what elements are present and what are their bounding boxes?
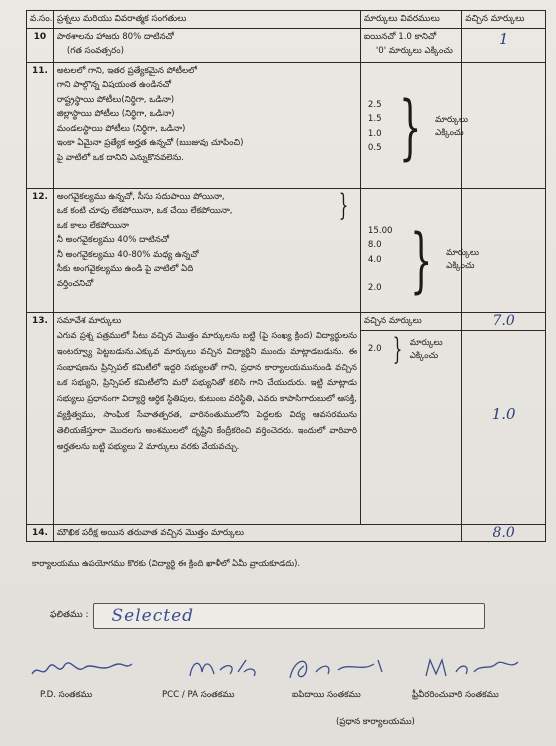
marks-line: '0' మార్కులు ఎక్కించు (375, 46, 453, 56)
row-line: నీ అంగవైకల్యము 40-80% మధ్య ఉన్నచో (56, 249, 199, 260)
signature-label-third: ఐపిదాయి సంతకము (292, 690, 361, 700)
row-marks (360, 312, 461, 524)
row-line: నీ అంగవైకల్యము 40% దాటినచో (56, 235, 169, 245)
signature-pd (28, 652, 138, 682)
result-value: Selected (111, 606, 195, 626)
row-line: (గత సంవత్సరం) (66, 46, 124, 56)
signature-third (282, 652, 392, 682)
row-number: 10 (27, 28, 54, 62)
row-line: పై వాటిలో ఒక దానిని ఎన్నుకొనవలెను. (56, 152, 185, 163)
marks-line: 4.0 (367, 254, 382, 265)
row-line: వర్తించనిచో (56, 278, 94, 289)
row-line: ఒక కంటి చూపు లేకపోయినా, ఒక చేయి లేకపోయినా, (56, 206, 233, 216)
signature-fourth (420, 652, 530, 682)
header-no: వ.సం. (27, 11, 54, 29)
row-questions (53, 188, 360, 312)
row-line: అటలలో గాని, ఇతర ప్రత్యేకమైన పోటీలలో (56, 65, 197, 76)
header-awarded: వచ్చిన మార్కులు (462, 11, 546, 29)
row-line: ఒక కాలు లేకపోయినా (56, 220, 129, 231)
marks-subheader: వచ్చిన మార్కులు (361, 313, 461, 331)
marks-line: 2.0 (367, 283, 382, 293)
row-line: ఇంకా ఏమైనా ప్రత్యేక అర్హత ఉన్నచో (ఋజువు చూపించి) (56, 138, 244, 148)
signature-label-pcc: PCC / PA సంతకము (162, 690, 235, 700)
header-marks: మార్కులు వివరములు (360, 11, 461, 29)
signature-label-pd: P.D. సంతకము (40, 690, 93, 700)
brace-icon: } (409, 218, 432, 301)
table-row-12 (27, 188, 546, 312)
marks-note: మార్కులు ఎక్కించు (446, 247, 479, 271)
brace-icon: } (392, 331, 402, 367)
row-questions (53, 62, 360, 188)
marks-line: 1.0 (367, 128, 382, 139)
table-row-11 (27, 62, 546, 188)
table-row-10 (27, 28, 546, 62)
row-questions (53, 312, 360, 524)
marks-group (364, 218, 479, 301)
marks-group (361, 331, 461, 367)
signature-label-fourth: ఫ్రీవీరరించువారి సంతకము (412, 690, 499, 700)
office-use-note: కార్యాలయము ఉపయోగము కొరకు (విద్యార్థి ఈ క్రింది ఖాళీలో ఏమీ వ్రాయకూడదు). (32, 558, 301, 568)
awarded-value: 1 (498, 29, 509, 48)
row-marks (360, 62, 469, 188)
row-number: 14. (27, 524, 54, 542)
row-marks (360, 28, 461, 62)
row-line: మండలస్థాయి పోటీలు (నిర్ధిగా, ఒడినా) (56, 123, 186, 134)
row-awarded (462, 524, 546, 542)
row-paragraph: ఎగువ ప్రశ్న పత్రములో సీటు వచ్చిన మొత్తం మార్కులను బట్టి (పై సంఖ్య క్రింద) విద్యార్థులను ఇంటర్వ్యూ పెట్టబడును.ఎక్కువ మార్కులు వచ్చిన విద్యార్థిని ముందు మాట్లాడబడును. ఈ సంభాషణను ప్రిన్సిపల్ కమిటీలో ఇద్దరి సభ్యులతో గాని, ప్రధాన కార్యాలయమునుండి వచ్చిన ఒక సభ్యుని, ప్రిన్సిపల్ కమిటీలోని మరో పభ్యునితో కలిసి గాని చేయుదురు. ఇట్టి మాట్లాడు సభ్యులు ప్రధానంగా విద్యార్ధి ఆర్ధిక స్థితిపుల, కుటుంబ వరిస్థితి, ఎవరు కాపాసిగారుబులో ఆసక్తి, వ్యక్తిత్వము, సాంఘిక సేవాతత్పరత, వారినంతుములోని పెద్దలకు విద్య ఆవసరమును తెలియజేస్తూరా మొదలగు అంశములలో దృష్టిని కేంద్రీకరించి వర్తించెదరు. ఇందులో వారివారి అర్హతలను బట్టి పభ్యులు 2 మార్కులు వరకు వేయవచ్చు. (56, 330, 357, 451)
row-marks (360, 188, 479, 312)
awarded-value: 1.0 (491, 404, 516, 423)
row-awarded (462, 312, 546, 524)
table-row-14 (27, 524, 546, 542)
row-title: సమావేశ మార్కులు (56, 315, 122, 326)
brace-icon: } (398, 85, 422, 168)
row-number: 13. (27, 312, 54, 524)
marks-group (364, 85, 469, 168)
marks-note: మార్కులు ఎక్కించు (435, 114, 469, 138)
marks-line: 8.0 (367, 240, 382, 250)
row-line: జిల్లాస్థాయి పోటీలు (నిర్ధిగా, ఒడినా) (56, 109, 175, 119)
row-number: 11. (27, 62, 54, 188)
result-label: ఫలితము : (50, 610, 89, 620)
marks-line: 15.00 (367, 225, 393, 236)
awarded-value: 8.0 (492, 524, 515, 541)
office-subnote: (ప్రధాన కార్యాలయము) (336, 717, 415, 727)
result-section (50, 603, 485, 629)
marks-line: 2.0 (367, 344, 382, 355)
marks-line: 1.5 (367, 114, 382, 124)
row-line: పాఠశాలను హాజరు 80% దాటినచో (56, 31, 174, 42)
brace-icon: } (338, 187, 349, 223)
awarded-total: 7.0 (492, 312, 515, 329)
header-questions: ప్రశ్నలు మరియు వివరాత్మక సంగతులు (53, 11, 360, 29)
marks-note: మార్కులు ఎక్కించు (409, 337, 443, 361)
row-line: అంగవైకల్యము ఉన్నచో, సీసు సదుపాయి పోయినా, (56, 191, 225, 202)
row-questions (53, 28, 360, 62)
row-questions: మౌఖిక పరీక్ష అయిన తరువాత వచ్చిన మొత్తం మార్కులు (53, 524, 461, 542)
row-awarded (462, 28, 546, 62)
table-header-row (27, 11, 546, 29)
marks-line: 2.5 (367, 99, 382, 110)
row-line: గాని పాల్గొన్న విషయంత ఉండినచో (56, 80, 172, 90)
row-awarded (462, 62, 546, 188)
row-number: 12. (27, 188, 54, 312)
result-field[interactable] (93, 603, 485, 629)
evaluation-table (26, 10, 546, 542)
row-line: సీకు అంగవైకల్యము ఉండి పై వాటిలో ఏది (56, 264, 194, 274)
row-line: రాష్ట్రస్థాయి పోటీలు(నిర్ధిగా, ఒడినా) (56, 94, 175, 105)
signature-pcc (170, 652, 280, 682)
marks-line: 0.5 (367, 143, 382, 153)
marks-line: ఐయినచో 1.0 కానిచో (363, 31, 437, 42)
table-row-13 (27, 312, 546, 524)
